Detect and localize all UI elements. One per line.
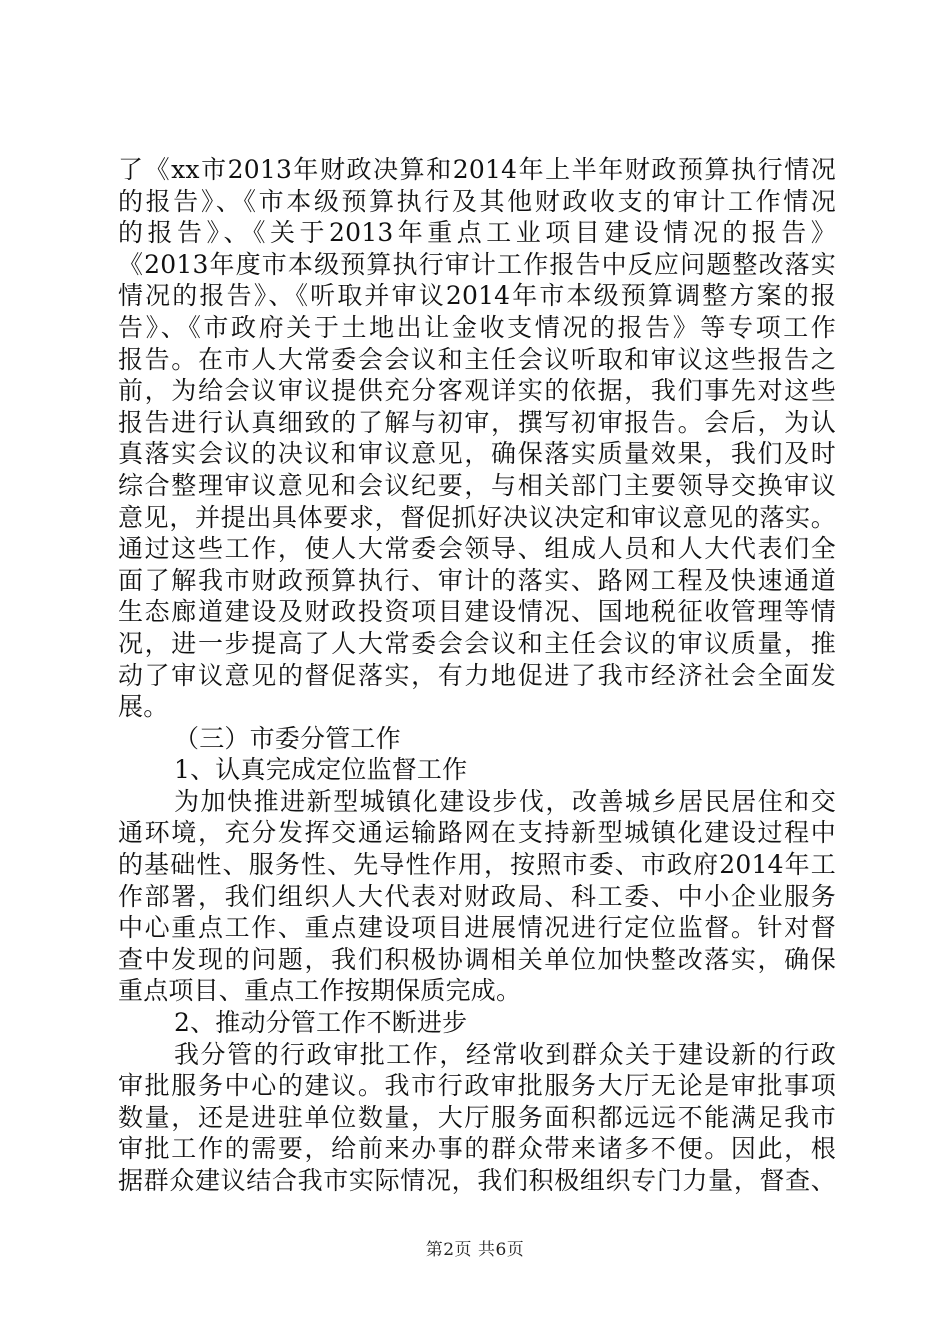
text-line: 的报告》、《市本级预算执行及其他财政收支的审计工作情况: [118, 186, 836, 216]
text-line: 告》、《市政府关于土地出让金收支情况的报告》等专项工作: [118, 312, 836, 342]
text-line: 审批服务中心的建议。我市行政审批服务大厅无论是审批事项: [118, 1071, 836, 1101]
text-line: 作部署，我们组织人大代表对财政局、科工委、中小企业服务: [118, 881, 836, 911]
subsection-heading: 1、认真完成定位监督工作: [174, 755, 468, 785]
text-line: 重点项目、重点工作按期保质完成。: [118, 976, 522, 1006]
text-line: 真落实会议的决议和审议意见，确保落实质量效果，我们及时: [118, 439, 836, 469]
text-line: 《2013年度市本级预算执行审计工作报告中反应问题整改落实: [118, 249, 836, 279]
text-line: 据群众建议结合我市实际情况，我们积极组织专门力量，督查、: [118, 1166, 836, 1195]
text-line: 为加快推进新型城镇化建设步伐，改善城乡居民居住和交: [174, 786, 836, 816]
text-line: 报告。在市人大常委会会议和主任会议听取和审议这些报告之: [118, 344, 836, 374]
text-line: 通环境，充分发挥交通运输路网在支持新型城镇化建设过程中: [118, 818, 836, 848]
text-line: 数量，还是进驻单位数量，大厅服务面积都远远不能满足我市: [118, 1102, 836, 1132]
text-line: 的报告》、《关于2013年重点工业项目建设情况的报告》: [118, 218, 836, 248]
section-heading: （三）市委分管工作: [174, 723, 401, 753]
text-line: 综合整理审议意见和会议纪要，与相关部门主要领导交换审议: [118, 470, 836, 500]
text-line: 动了审议意见的督促落实，有力地促进了我市经济社会全面发: [118, 660, 836, 690]
text-line: 意见，并提出具体要求，督促抓好决议决定和审议意见的落实。: [118, 502, 836, 532]
text-line: 面了解我市财政预算执行、审计的落实、路网工程及快速通道: [118, 565, 836, 595]
text-line: 我分管的行政审批工作，经常收到群众关于建设新的行政: [174, 1039, 836, 1069]
text-line: 展。: [118, 692, 169, 722]
text-line: 报告进行认真细致的了解与初审，撰写初审报告。会后，为认: [118, 407, 836, 437]
text-line: 通过这些工作，使人大常委会领导、组成人员和人大代表们全: [118, 534, 836, 564]
text-line: 生态廊道建设及财政投资项目建设情况、国地税征收管理等情: [118, 597, 836, 627]
subsection-heading: 2、推动分管工作不断进步: [174, 1008, 468, 1038]
text-line: 了《xx市2013年财政决算和2014年上半年财政预算执行情况: [118, 155, 836, 184]
text-line: 查中发现的问题，我们积极协调相关单位加快整改落实，确保: [118, 944, 836, 974]
text-line: 的基础性、服务性、先导性作用，按照市委、市政府2014年工: [118, 850, 836, 880]
text-line: 情况的报告》、《听取并审议2014年市本级预算调整方案的报: [118, 281, 836, 311]
text-line: 前，为给会议审议提供充分客观详实的依据，我们事先对这些: [118, 376, 836, 406]
document-body: [118, 154, 836, 1197]
text-line: 况，进一步提高了人大常委会会议和主任会议的审议质量，推: [118, 628, 836, 658]
page-number-footer: 第2页 共6页: [425, 1240, 525, 1260]
text-line: 审批工作的需要，给前来办事的群众带来诸多不便。因此，根: [118, 1134, 836, 1164]
text-line: 中心重点工作、重点建设项目进展情况进行定位监督。针对督: [118, 913, 836, 943]
